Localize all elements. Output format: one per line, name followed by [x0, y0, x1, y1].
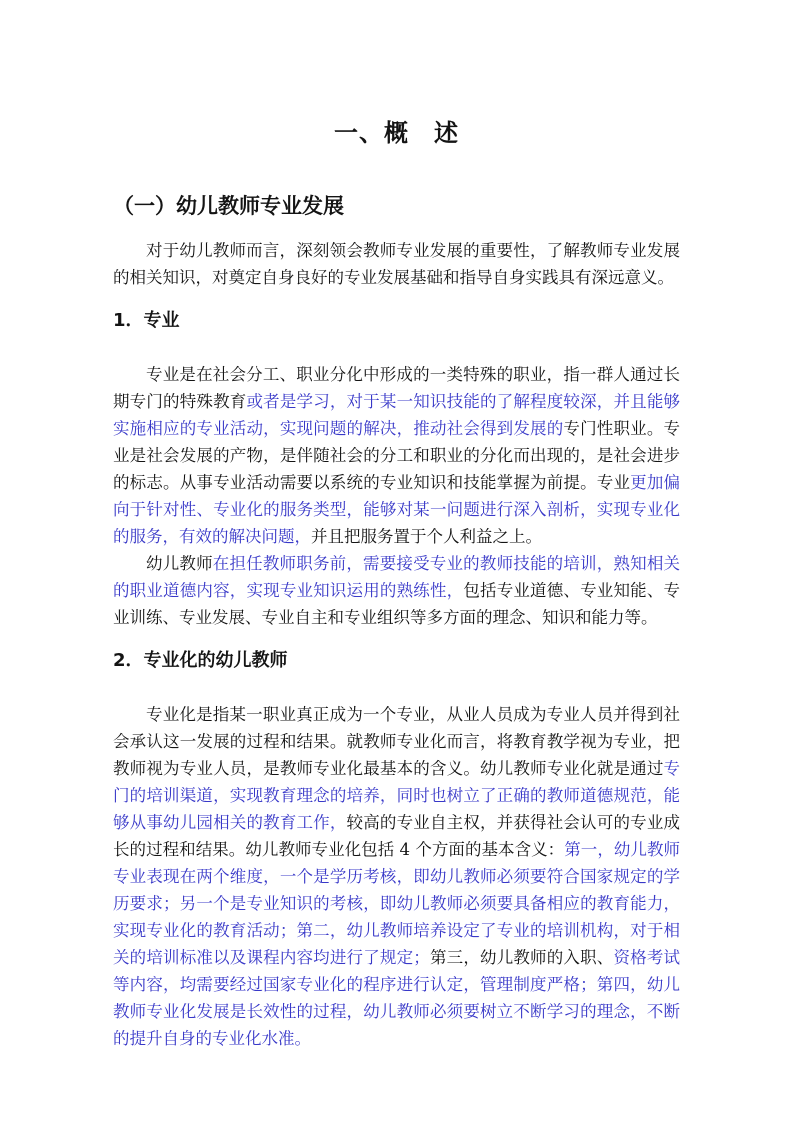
subsection-heading: 2．专业化的幼儿教师 [113, 650, 288, 671]
text-run-blue: 更加偏向于针对性、专业化的服务类型，能够对某一问题进行深入剖析，实现专业化的服务，有效的解决问题， [113, 473, 681, 546]
document-title: 一、概 述 [334, 119, 459, 147]
text-run-blue: 专门的培训渠道，实现教育理念的培养，同时也树立了正确的教师道德规范，能够从事幼儿园相关的教育工作， [113, 759, 680, 832]
body-paragraph [113, 550, 680, 631]
text-run-black: 专业化是指某一职业真正成为一个专业，从业人员成为专业人员并得到社会承认这一发展的过程和结果。就教师专业化而言，将教育教学视为专业，把教师视为专业人员，是教师专业化最基本的含义。幼儿教师专业化就是通过 [113, 705, 680, 778]
body-paragraph [113, 237, 680, 291]
text-run-black: 第三，幼儿教师的入职、 [429, 948, 614, 967]
text-run-black: 并且把服务置于个人利益之上。 [311, 527, 542, 546]
text-run-black: 包括专业道德、专业知能、专业训练、专业发展、专业自主和专业组织等多方面的理念、知识和能力等。 [113, 581, 681, 627]
text-run-black: 对于幼儿教师而言，深刻领会教师专业发展的重要性，了解教师专业发展的相关知识，对奠定自身良好的专业发展基础和指导自身实践具有深远意义。 [113, 241, 680, 287]
text-run-black: 幼儿教师 [146, 554, 213, 573]
subsection-heading: 1．专业 [113, 310, 180, 331]
body-paragraph [113, 361, 680, 550]
text-run-blue: 在担任教师职务前，需要接受专业的教师技能的培训，熟知相关的职业道德内容，实现专业知识运用的熟练性， [113, 554, 681, 600]
document-body [113, 192, 680, 1052]
text-run-black: 专门性职业。专业是社会发展的产物，是伴随社会的分工和职业的分化而出现的，是社会进步的标志。从事专业活动需要以系统的专业知识和技能掌握为前提。专业 [113, 419, 681, 492]
text-run-black: 较高的专业自主权，并获得社会认可的专业成长的过程和结果。幼儿教师专业化包括 4 个方面的基本含义： [113, 813, 681, 859]
text-run-black: 专业是在社会分工、职业分化中形成的一类特殊的职业，指一群人通过长期专门的特殊教育 [113, 365, 680, 411]
body-paragraph [113, 701, 680, 1052]
text-run-blue: 第一，幼儿教师专业表现在两个维度，一个是学历考核，即幼儿教师必须要符合国家规定的学历要求；另一个是专业知识的考核，即幼儿教师必须要具备相应的教育能力，实现专业化的教育活动；第二，幼儿教师培养设定了专业的培训机构，对于相关的培训标准以及课程内容均进行了规定； [113, 840, 680, 967]
section-heading: （一）幼儿教师专业发展 [113, 194, 344, 218]
document-content [113, 118, 680, 1052]
text-run-blue: 资格考试等内容，均需要经过国家专业化的程序进行认定，管理制度严格；第四，幼儿教师专业化发展是长效性的过程，幼儿教师必须要树立不断学习的理念，不断的提升自身的专业化水准。 [113, 948, 681, 1048]
text-run-blue: 或者是学习，对于某一知识技能的了解程度较深，并且能够实施相应的专业活动，实现问题的解决，推动社会得到发展的 [113, 392, 681, 438]
